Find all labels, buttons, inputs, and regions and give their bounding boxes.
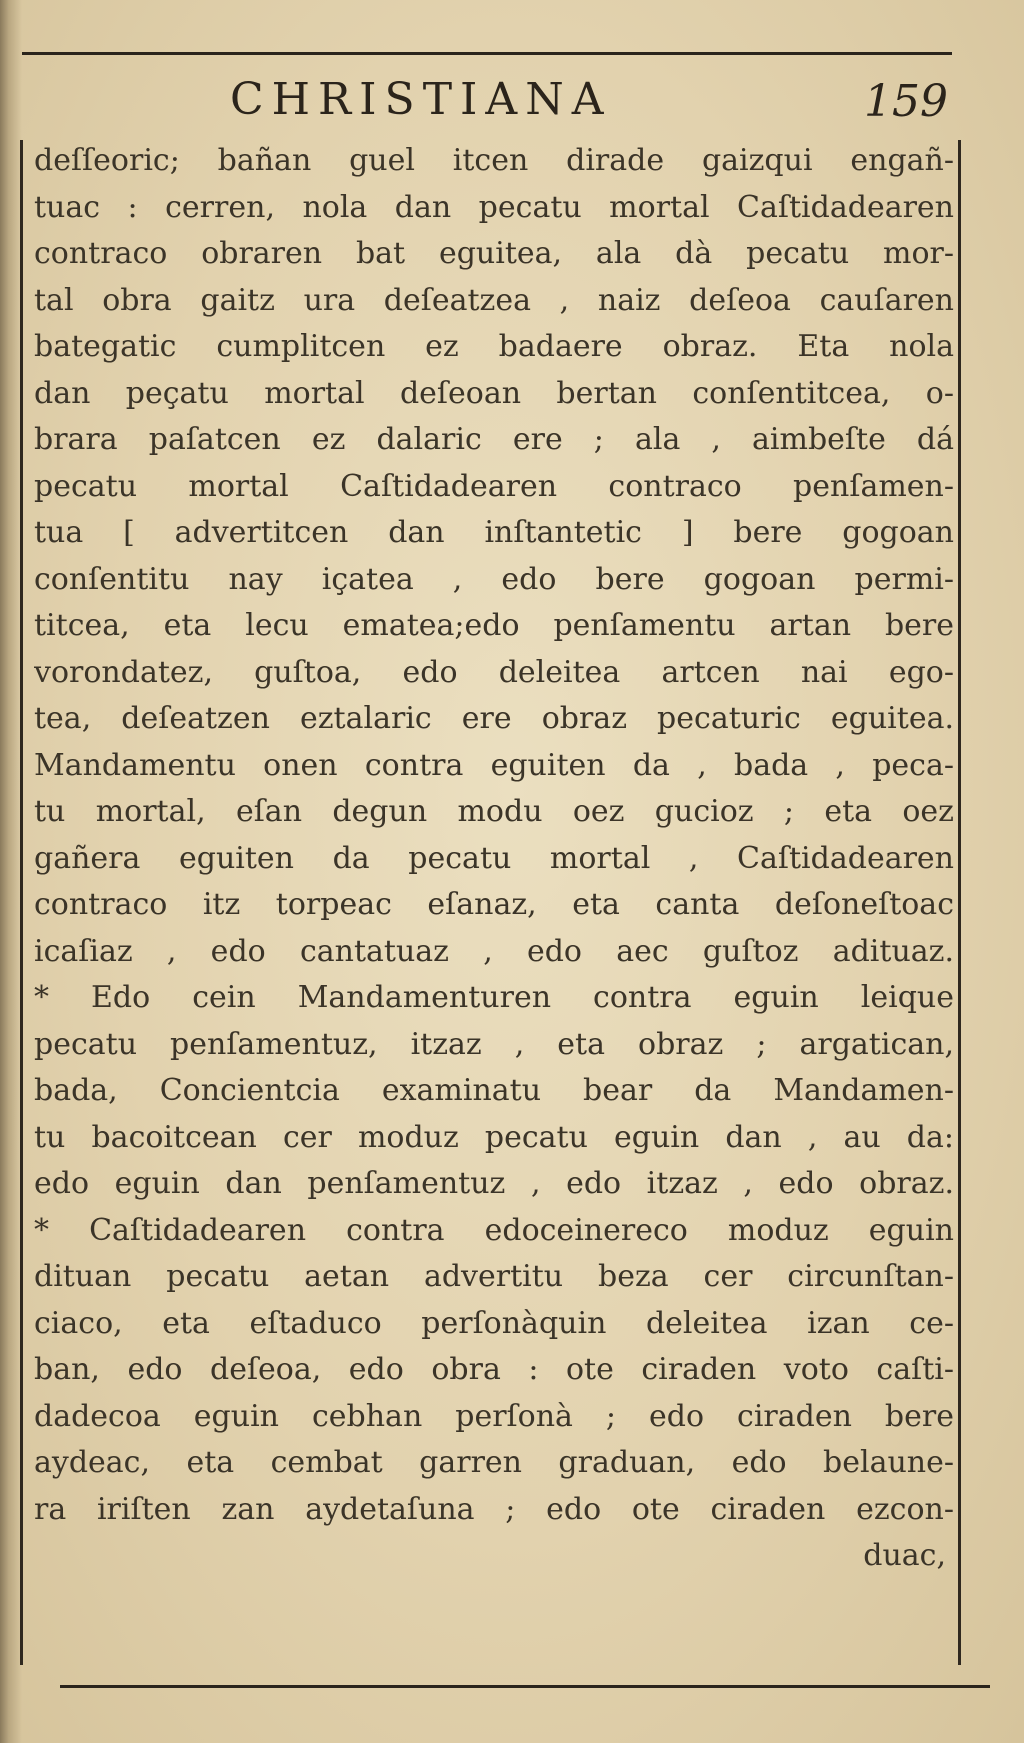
- text-line: vorondatez, guſtoa, edo deleitea artcen nai ego-: [34, 654, 954, 690]
- text-line: dituan pecatu aetan advertitu beza cer circunſtan-: [34, 1259, 954, 1294]
- page-number: 159: [864, 76, 948, 127]
- text-line: aydeac, eta cembat garren graduan, edo belaune-: [34, 1445, 954, 1480]
- text-line: tuac : cerren, nola dan pecatu mortal Caſtidadearen: [34, 189, 954, 225]
- catchword: duac,: [863, 1538, 946, 1573]
- text-line: icaſiaz , edo cantatuaz , edo aec guſtoz adituaz.: [34, 933, 954, 969]
- bottom-rule: [60, 1685, 990, 1688]
- text-line: contraco obraren bat eguitea, ala dà pecatu mor-: [34, 236, 954, 271]
- text-line: ra iriſten zan aydetaſuna ; edo ote ciraden ezcon-: [34, 1491, 954, 1527]
- text-line: brara paſatcen ez dalaric ere ; ala , aimbeſte dá: [34, 422, 954, 457]
- text-line: tua [ advertitcen dan inſtantetic ] bere gogoan: [34, 515, 954, 550]
- text-line: tu mortal, eſan degun modu oez gucioz ; eta oez: [34, 794, 954, 829]
- text-line: deſſeoric; bañan guel itcen dirade gaizqui engañ-: [34, 143, 954, 178]
- text-line: pecatu penſamentuz, itzaz , eta obraz ; argatican,: [34, 1026, 954, 1062]
- text-line: * Caſtidadearen contra edoceinereco moduz eguin: [34, 1212, 954, 1248]
- text-line: bada, Concientcia examinatu bear da Mandamen-: [34, 1073, 954, 1108]
- body-text: [34, 138, 954, 1580]
- text-line: ban, edo deſeoa, edo obra : ote ciraden voto caſti-: [34, 1352, 954, 1387]
- page-header: [22, 66, 962, 136]
- text-line: bategatic cumplitcen ez badaere obraz. Eta nola: [34, 329, 954, 364]
- text-line: ciaco, eta eſtaduco perſonàquin deleitea izan ce-: [34, 1305, 954, 1341]
- text-line: edo eguin dan penſamentuz , edo itzaz , edo obraz.: [34, 1166, 954, 1201]
- text-line: pecatu mortal Caſtidadearen contraco penſamen-: [34, 468, 954, 504]
- text-line: titcea, eta lecu ematea;edo penſamentu artan bere: [34, 608, 954, 643]
- text-line: tu bacoitcean cer moduz pecatu eguin dan , au da:: [34, 1119, 954, 1155]
- text-line: tea, deſeatzen eztalaric ere obraz pecaturic eguitea.: [34, 701, 954, 736]
- text-line: Mandamentu onen contra eguiten da , bada , peca-: [34, 747, 954, 783]
- text-line: conſentitu nay içatea , edo bere gogoan permi-: [34, 561, 954, 597]
- text-line: dan peçatu mortal deſeoan bertan conſentitcea, o-: [34, 375, 954, 411]
- binding-shadow: [0, 0, 22, 1743]
- text-line: * Edo cein Mandamenturen contra eguin leique: [34, 980, 954, 1015]
- running-head: CHRISTIANA: [230, 74, 612, 125]
- text-line: contraco itz torpeac eſanaz, eta canta deſoneſtoac: [34, 887, 954, 922]
- text-line: dadecoa eguin cebhan perſonà ; edo ciraden bere: [34, 1398, 954, 1434]
- top-rule: [22, 52, 952, 55]
- text-line: tal obra gaitz ura deſeatzea , naiz deſeoa cauſaren: [34, 282, 954, 318]
- text-line: gañera eguiten da pecatu mortal , Caſtidadearen: [34, 840, 954, 876]
